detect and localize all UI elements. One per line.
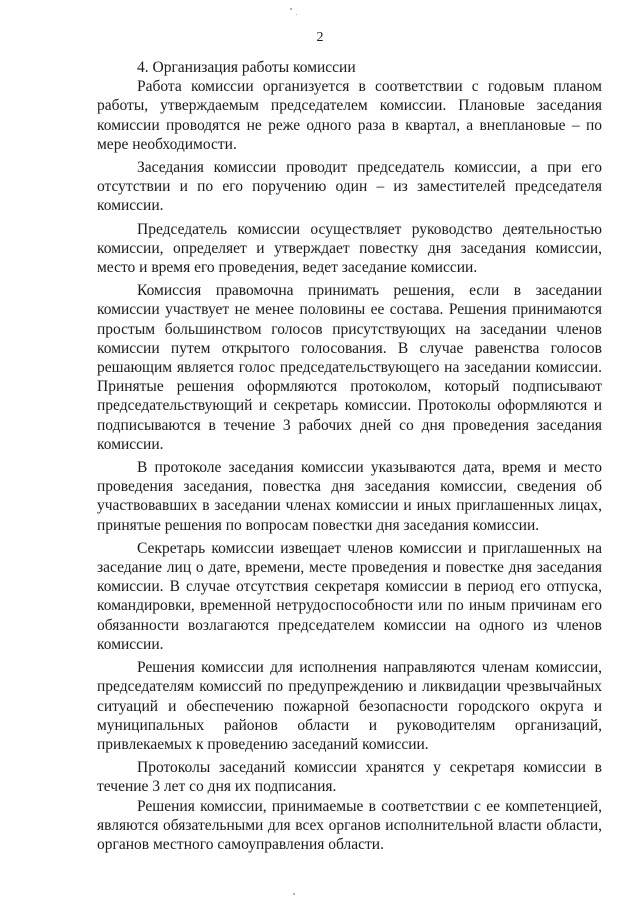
paragraph-meeting-chair: Заседания комиссии проводит председатель комиссии, а при его отсутствии и по его поручению один – из заместителей председателя комиссии. bbox=[97, 159, 602, 215]
scan-speck bbox=[296, 14, 297, 15]
paragraph-secretary: Секретарь комиссии извещает членов комиссии и приглашенных на заседание лиц о дате, времени, месте проведения и повестке дня заседания комиссии. В случае отсутствия секретаря комиссии в период его отпуска, командировки, временной нетрудоспособности или по иным причинам его обязанности возлагаются председателем комиссии на одного из членов комиссии. bbox=[97, 539, 602, 653]
paragraph-protocol-contents: В протоколе заседания комиссии указываются дата, время и место проведения заседания, повестка дня заседания комиссии, сведения об участвовавших в заседании членах комиссии и иных приглашенных лицах, принятые решения по вопросам повестки дня заседания комиссии. bbox=[97, 459, 602, 534]
page-number: 2 bbox=[316, 30, 324, 45]
section-heading: 4. Организация работы комиссии bbox=[137, 59, 356, 76]
paragraph-chairman-duties: Председатель комиссии осуществляет руководство деятельностью комиссии, определяет и утверждает повестку дня заседания комиссии, место и время его проведения, ведет заседание комиссии. bbox=[97, 220, 602, 277]
paragraph-binding-decisions: Решения комиссии, принимаемые в соответствии с ее компетенцией, являются обязательными для всех органов исполнительной власти области, органов местного самоуправления области. bbox=[97, 797, 602, 853]
paragraph-protocol-storage: Протоколы заседаний комиссии хранятся у секретаря комиссии в течение 3 лет со дня их подписания. bbox=[97, 759, 602, 796]
document-body bbox=[97, 58, 602, 858]
scan-speck bbox=[290, 8, 292, 10]
scan-speck bbox=[293, 893, 295, 895]
paragraph-quorum: Комиссия правомочна принимать решения, если в заседании комиссии участвует не менее половины ее состава. Решения принимаются простым большинством голосов присутствующих на заседании членов комиссии путем открытого голосования. В случае равенства голосов решающим является голос председательствующего на заседании комиссии. Принятые решения оформляются протоколом, который подписывают председательствующий и секретарь комиссии. Протоколы оформляются и подписываются в течение 3 рабочих дней со дня проведения заседания комиссии. bbox=[97, 282, 602, 453]
paragraph-work-plan: Работа комиссии организуется в соответствии с годовым планом работы, утверждаемым председателем комиссии. Плановые заседания комиссии проводятся не реже одного раза в квартал, а внеплановые – по мере необходимости. bbox=[97, 78, 602, 153]
paragraph-decisions-distribution: Решения комиссии для исполнения направляются членам комиссии, председателям комиссий по предупреждению и ликвидации чрезвычайных ситуаций и обеспечению пожарной безопасности городского округа и муниципальных районов области и руководителям организаций, привлекаемых к проведению заседаний комиссии. bbox=[97, 659, 602, 753]
